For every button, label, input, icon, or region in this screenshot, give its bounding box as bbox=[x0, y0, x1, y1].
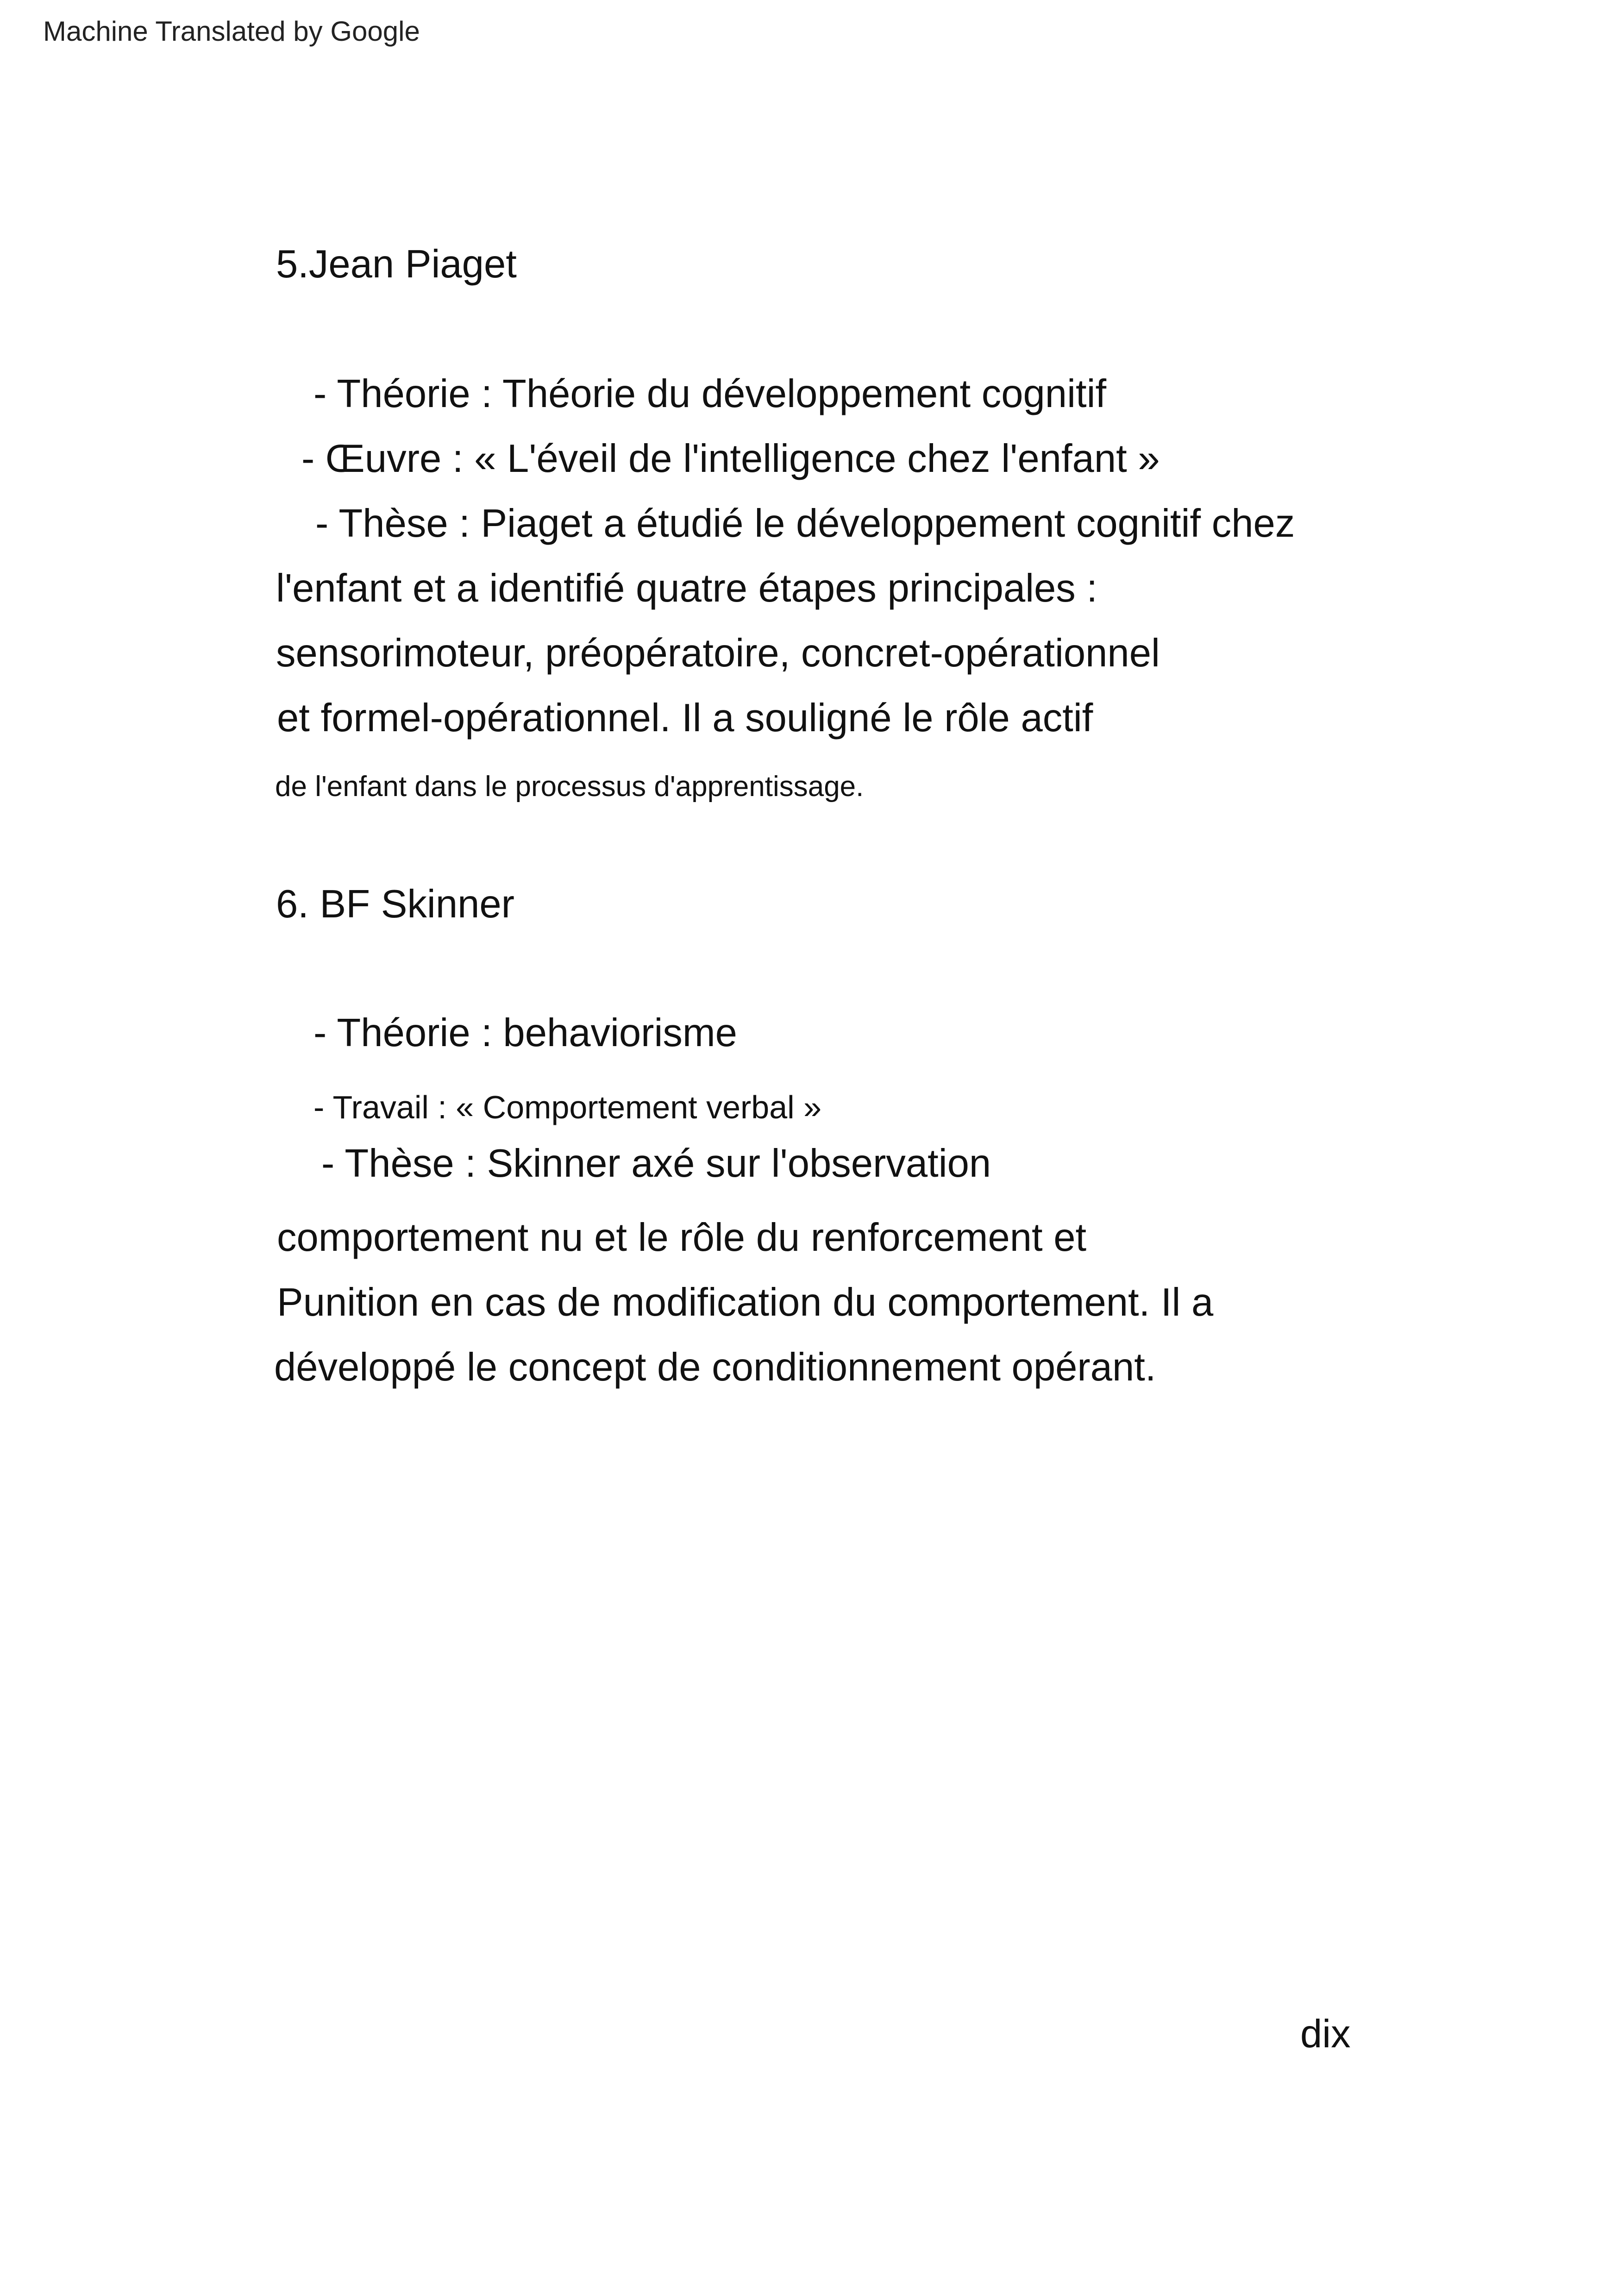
skinner-thesis-line-2: comportement nu et le rôle du renforcement et bbox=[277, 1216, 1087, 1260]
page-number: dix bbox=[1300, 2012, 1351, 2056]
section-heading-piaget: 5.Jean Piaget bbox=[276, 242, 517, 286]
machine-translated-label: Machine Translated by Google bbox=[43, 16, 420, 47]
skinner-thesis-line-1: - Thèse : Skinner axé sur l'observation bbox=[321, 1142, 991, 1186]
piaget-thesis-line-2: l'enfant et a identifié quatre étapes principales : bbox=[276, 566, 1098, 610]
skinner-theory: - Théorie : behaviorisme bbox=[313, 1011, 737, 1055]
skinner-work: - Travail : « Comportement verbal » bbox=[313, 1089, 822, 1125]
piaget-thesis-line-1: - Thèse : Piaget a étudié le développement cognitif chez bbox=[315, 502, 1295, 546]
piaget-thesis-line-3: sensorimoteur, préopératoire, concret-opérationnel bbox=[276, 631, 1160, 675]
piaget-thesis-line-5: de l'enfant dans le processus d'apprentissage. bbox=[275, 771, 864, 803]
piaget-work: - Œuvre : « L'éveil de l'intelligence chez l'enfant » bbox=[301, 437, 1160, 481]
skinner-thesis-line-4: développé le concept de conditionnement opérant. bbox=[274, 1345, 1156, 1389]
piaget-theory: - Théorie : Théorie du développement cognitif bbox=[313, 372, 1107, 416]
section-heading-skinner: 6. BF Skinner bbox=[276, 882, 514, 926]
skinner-thesis-line-3: Punition en cas de modification du comportement. Il a bbox=[277, 1280, 1214, 1324]
piaget-thesis-line-4: et formel-opérationnel. Il a souligné le rôle actif bbox=[277, 696, 1093, 740]
